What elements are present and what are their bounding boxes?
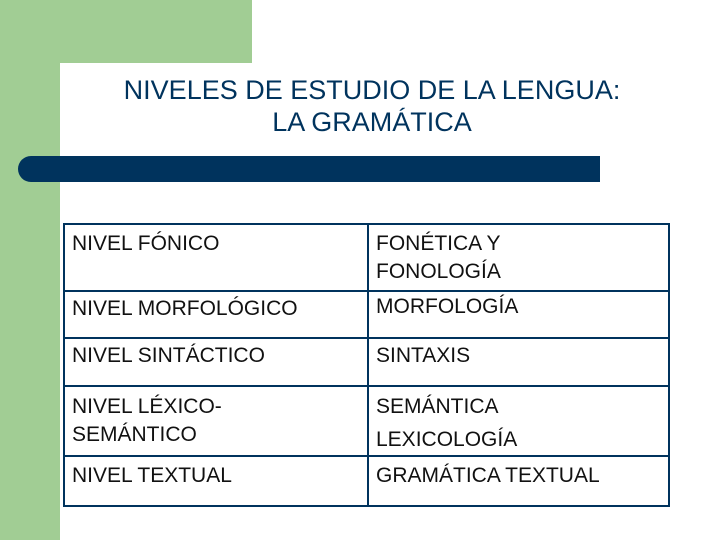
title-line-1: NIVELES DE ESTUDIO DE LA LENGUA: [123, 75, 621, 105]
table-row-divider [63, 455, 670, 457]
table-cell-level: NIVEL FÓNICO [72, 232, 220, 255]
table-cell-discipline: FONOLOGÍA [376, 260, 501, 283]
table-cell-level: NIVEL TEXTUAL [72, 464, 232, 487]
table-cell-discipline: MORFOLOGÍA [376, 295, 519, 318]
slide-title [62, 74, 682, 138]
table-row-divider [63, 337, 670, 339]
table-cell-level: NIVEL MORFOLÓGICO [72, 297, 298, 320]
table-cell-discipline: GRAMÁTICA TEXTUAL [376, 464, 600, 487]
table-cell-level: NIVEL LÉXICO- [72, 395, 222, 418]
table-cell-level: NIVEL SINTÁCTICO [72, 344, 265, 367]
decorative-green-block-top [0, 0, 252, 63]
table-row-divider [63, 385, 670, 387]
table-column-divider [367, 223, 369, 507]
table-cell-discipline: SINTAXIS [376, 344, 471, 367]
table-cell-level: SEMÁNTICO [72, 423, 197, 446]
table-row-divider [63, 290, 670, 292]
table-cell-discipline: SEMÁNTICA [376, 395, 499, 418]
table-cell-discipline: FONÉTICA Y [376, 232, 501, 255]
decorative-green-block-left [0, 63, 60, 540]
title-underline-bar [18, 156, 600, 182]
title-line-2: LA GRAMÁTICA [272, 107, 472, 137]
table-cell-discipline: LEXICOLOGÍA [376, 428, 518, 451]
